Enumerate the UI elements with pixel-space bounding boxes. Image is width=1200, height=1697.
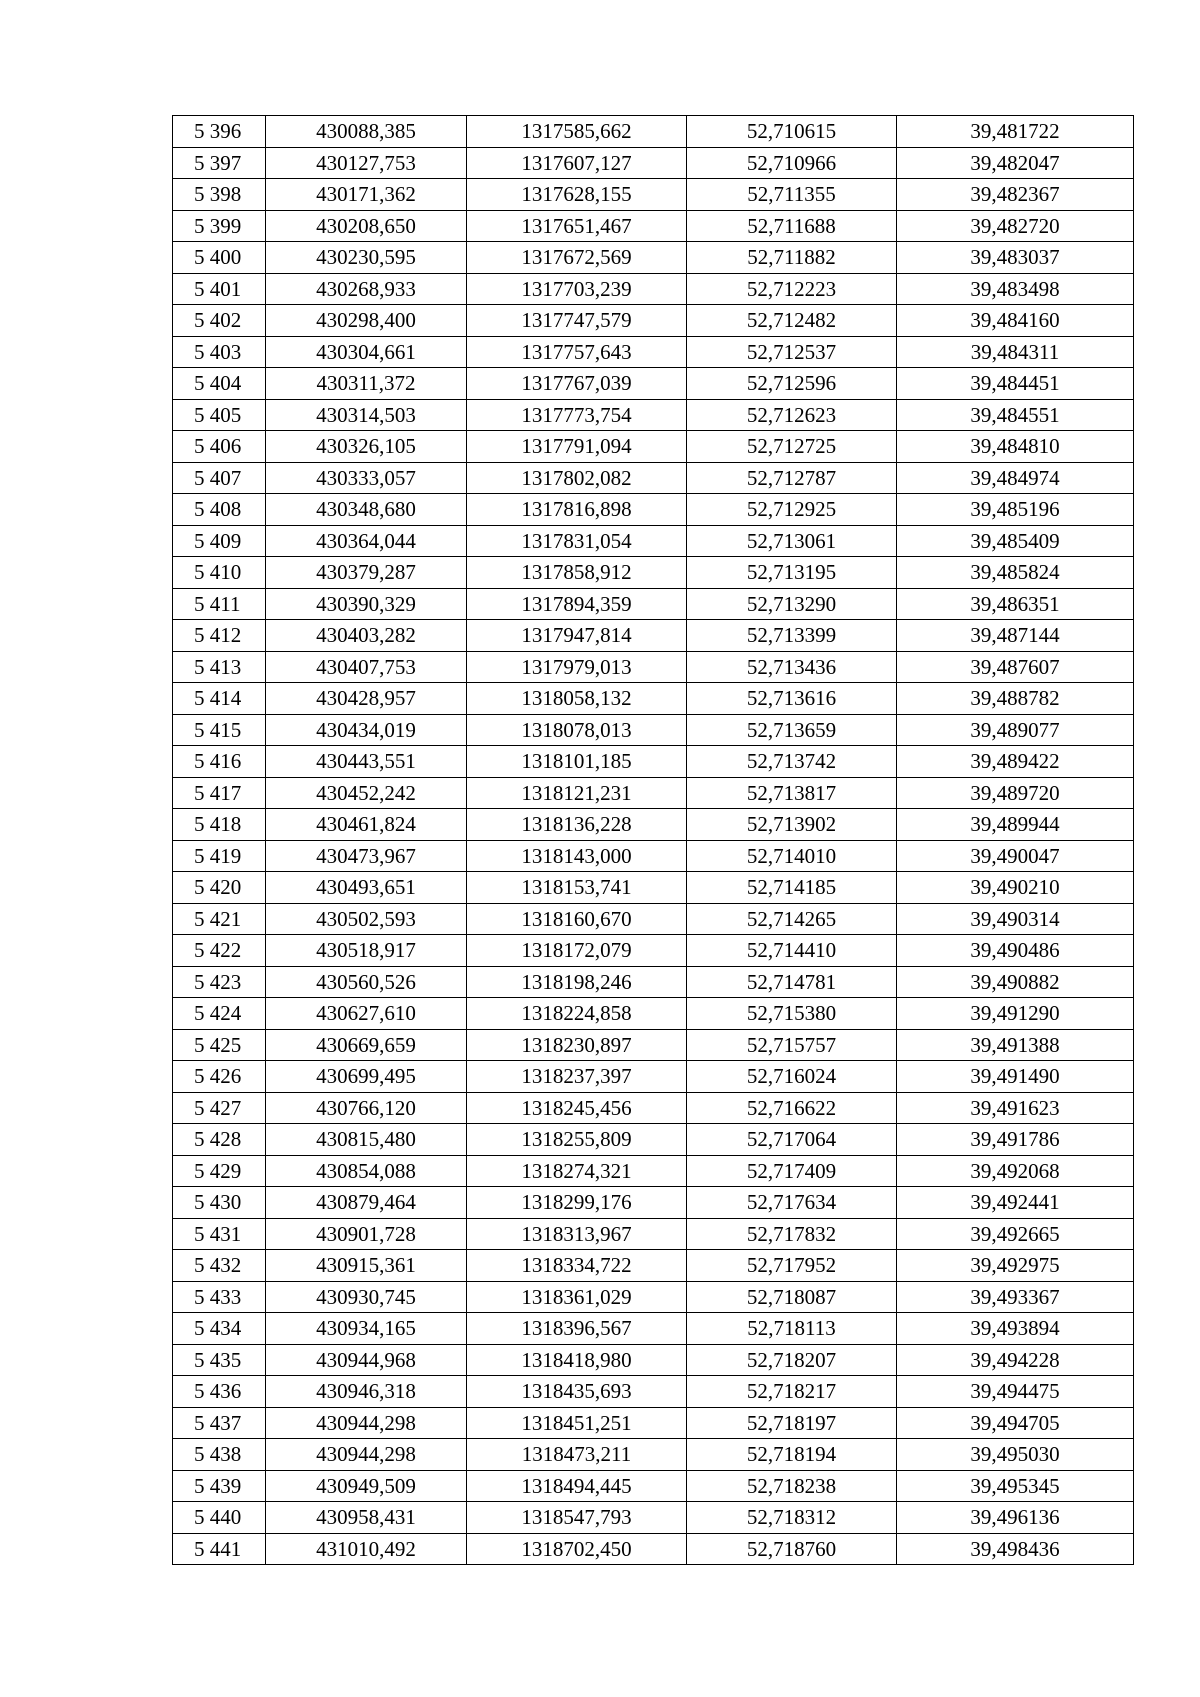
- table-row: [173, 368, 1134, 400]
- table-row: [173, 1533, 1134, 1565]
- y-coordinate-cell: 1317628,155: [467, 179, 687, 211]
- x-coordinate-cell: 430944,968: [266, 1344, 467, 1376]
- table-row: [173, 179, 1134, 211]
- x-coordinate-cell: 430915,361: [266, 1250, 467, 1282]
- table-row: [173, 840, 1134, 872]
- table-row: [173, 336, 1134, 368]
- longitude-cell: 39,482047: [897, 147, 1134, 179]
- table-row: [173, 1250, 1134, 1282]
- longitude-cell: 39,493367: [897, 1281, 1134, 1313]
- latitude-cell: 52,715380: [687, 998, 897, 1030]
- point-number-cell: 5 412: [173, 620, 266, 652]
- table-row: [173, 777, 1134, 809]
- latitude-cell: 52,712787: [687, 462, 897, 494]
- point-number-cell: 5 408: [173, 494, 266, 526]
- y-coordinate-cell: 1318153,741: [467, 872, 687, 904]
- table-row: [173, 147, 1134, 179]
- longitude-cell: 39,490882: [897, 966, 1134, 998]
- x-coordinate-cell: 430434,019: [266, 714, 467, 746]
- y-coordinate-cell: 1317757,643: [467, 336, 687, 368]
- latitude-cell: 52,718217: [687, 1376, 897, 1408]
- point-number-cell: 5 427: [173, 1092, 266, 1124]
- longitude-cell: 39,484974: [897, 462, 1134, 494]
- table-row: [173, 588, 1134, 620]
- table-row: [173, 1029, 1134, 1061]
- table-row: [173, 557, 1134, 589]
- x-coordinate-cell: 430348,680: [266, 494, 467, 526]
- table-row: [173, 1313, 1134, 1345]
- table-row: [173, 1061, 1134, 1093]
- y-coordinate-cell: 1317651,467: [467, 210, 687, 242]
- longitude-cell: 39,496136: [897, 1502, 1134, 1534]
- x-coordinate-cell: 430699,495: [266, 1061, 467, 1093]
- x-coordinate-cell: 430901,728: [266, 1218, 467, 1250]
- point-number-cell: 5 430: [173, 1187, 266, 1219]
- point-number-cell: 5 398: [173, 179, 266, 211]
- point-number-cell: 5 425: [173, 1029, 266, 1061]
- latitude-cell: 52,712596: [687, 368, 897, 400]
- longitude-cell: 39,484451: [897, 368, 1134, 400]
- latitude-cell: 52,713290: [687, 588, 897, 620]
- point-number-cell: 5 399: [173, 210, 266, 242]
- latitude-cell: 52,714781: [687, 966, 897, 998]
- point-number-cell: 5 432: [173, 1250, 266, 1282]
- longitude-cell: 39,489422: [897, 746, 1134, 778]
- latitude-cell: 52,710966: [687, 147, 897, 179]
- x-coordinate-cell: 430298,400: [266, 305, 467, 337]
- x-coordinate-cell: 430944,298: [266, 1439, 467, 1471]
- longitude-cell: 39,484160: [897, 305, 1134, 337]
- y-coordinate-cell: 1317831,054: [467, 525, 687, 557]
- latitude-cell: 52,712725: [687, 431, 897, 463]
- latitude-cell: 52,715757: [687, 1029, 897, 1061]
- x-coordinate-cell: 430407,753: [266, 651, 467, 683]
- y-coordinate-cell: 1317816,898: [467, 494, 687, 526]
- latitude-cell: 52,714185: [687, 872, 897, 904]
- table-row: [173, 1155, 1134, 1187]
- point-number-cell: 5 417: [173, 777, 266, 809]
- longitude-cell: 39,482367: [897, 179, 1134, 211]
- x-coordinate-cell: 430333,057: [266, 462, 467, 494]
- y-coordinate-cell: 1318494,445: [467, 1470, 687, 1502]
- latitude-cell: 52,717409: [687, 1155, 897, 1187]
- table-row: [173, 273, 1134, 305]
- longitude-cell: 39,487607: [897, 651, 1134, 683]
- x-coordinate-cell: 430854,088: [266, 1155, 467, 1187]
- longitude-cell: 39,485409: [897, 525, 1134, 557]
- y-coordinate-cell: 1317773,754: [467, 399, 687, 431]
- y-coordinate-cell: 1317858,912: [467, 557, 687, 589]
- x-coordinate-cell: 430560,526: [266, 966, 467, 998]
- x-coordinate-cell: 430379,287: [266, 557, 467, 589]
- y-coordinate-cell: 1318396,567: [467, 1313, 687, 1345]
- x-coordinate-cell: 430669,659: [266, 1029, 467, 1061]
- table-row: [173, 1470, 1134, 1502]
- table-row: [173, 1124, 1134, 1156]
- table-row: [173, 525, 1134, 557]
- y-coordinate-cell: 1318334,722: [467, 1250, 687, 1282]
- table-row: [173, 872, 1134, 904]
- table-row: [173, 746, 1134, 778]
- y-coordinate-cell: 1317672,569: [467, 242, 687, 274]
- longitude-cell: 39,489720: [897, 777, 1134, 809]
- point-number-cell: 5 415: [173, 714, 266, 746]
- y-coordinate-cell: 1318230,897: [467, 1029, 687, 1061]
- latitude-cell: 52,718197: [687, 1407, 897, 1439]
- x-coordinate-cell: 430934,165: [266, 1313, 467, 1345]
- y-coordinate-cell: 1318121,231: [467, 777, 687, 809]
- longitude-cell: 39,487144: [897, 620, 1134, 652]
- longitude-cell: 39,494228: [897, 1344, 1134, 1376]
- point-number-cell: 5 402: [173, 305, 266, 337]
- point-number-cell: 5 416: [173, 746, 266, 778]
- longitude-cell: 39,492665: [897, 1218, 1134, 1250]
- latitude-cell: 52,713399: [687, 620, 897, 652]
- table-row: [173, 431, 1134, 463]
- longitude-cell: 39,491290: [897, 998, 1134, 1030]
- x-coordinate-cell: 430493,651: [266, 872, 467, 904]
- x-coordinate-cell: 430461,824: [266, 809, 467, 841]
- x-coordinate-cell: 430815,480: [266, 1124, 467, 1156]
- y-coordinate-cell: 1318702,450: [467, 1533, 687, 1565]
- longitude-cell: 39,490486: [897, 935, 1134, 967]
- x-coordinate-cell: 430473,967: [266, 840, 467, 872]
- latitude-cell: 52,714010: [687, 840, 897, 872]
- table-row: [173, 651, 1134, 683]
- y-coordinate-cell: 1318547,793: [467, 1502, 687, 1534]
- y-coordinate-cell: 1317791,094: [467, 431, 687, 463]
- point-number-cell: 5 423: [173, 966, 266, 998]
- point-number-cell: 5 424: [173, 998, 266, 1030]
- longitude-cell: 39,482720: [897, 210, 1134, 242]
- x-coordinate-cell: 430949,509: [266, 1470, 467, 1502]
- y-coordinate-cell: 1317979,013: [467, 651, 687, 683]
- point-number-cell: 5 418: [173, 809, 266, 841]
- latitude-cell: 52,713195: [687, 557, 897, 589]
- point-number-cell: 5 433: [173, 1281, 266, 1313]
- x-coordinate-cell: 430946,318: [266, 1376, 467, 1408]
- x-coordinate-cell: 430364,044: [266, 525, 467, 557]
- table-row: [173, 620, 1134, 652]
- point-number-cell: 5 431: [173, 1218, 266, 1250]
- table-row: [173, 1502, 1134, 1534]
- longitude-cell: 39,498436: [897, 1533, 1134, 1565]
- latitude-cell: 52,718194: [687, 1439, 897, 1471]
- point-number-cell: 5 435: [173, 1344, 266, 1376]
- y-coordinate-cell: 1318078,013: [467, 714, 687, 746]
- longitude-cell: 39,494705: [897, 1407, 1134, 1439]
- x-coordinate-cell: 430314,503: [266, 399, 467, 431]
- x-coordinate-cell: 430930,745: [266, 1281, 467, 1313]
- point-number-cell: 5 411: [173, 588, 266, 620]
- table-row: [173, 116, 1134, 148]
- latitude-cell: 52,712223: [687, 273, 897, 305]
- point-number-cell: 5 428: [173, 1124, 266, 1156]
- point-number-cell: 5 426: [173, 1061, 266, 1093]
- y-coordinate-cell: 1318143,000: [467, 840, 687, 872]
- table-row: [173, 1344, 1134, 1376]
- x-coordinate-cell: 430944,298: [266, 1407, 467, 1439]
- longitude-cell: 39,486351: [897, 588, 1134, 620]
- latitude-cell: 52,713061: [687, 525, 897, 557]
- y-coordinate-cell: 1317703,239: [467, 273, 687, 305]
- y-coordinate-cell: 1318418,980: [467, 1344, 687, 1376]
- longitude-cell: 39,489077: [897, 714, 1134, 746]
- table-row: [173, 1187, 1134, 1219]
- y-coordinate-cell: 1317767,039: [467, 368, 687, 400]
- point-number-cell: 5 410: [173, 557, 266, 589]
- point-number-cell: 5 436: [173, 1376, 266, 1408]
- y-coordinate-cell: 1318198,246: [467, 966, 687, 998]
- latitude-cell: 52,716622: [687, 1092, 897, 1124]
- latitude-cell: 52,713742: [687, 746, 897, 778]
- table-row: [173, 1218, 1134, 1250]
- table-row: [173, 462, 1134, 494]
- point-number-cell: 5 437: [173, 1407, 266, 1439]
- table-row: [173, 305, 1134, 337]
- point-number-cell: 5 421: [173, 903, 266, 935]
- latitude-cell: 52,717952: [687, 1250, 897, 1282]
- x-coordinate-cell: 430127,753: [266, 147, 467, 179]
- table-row: [173, 1407, 1134, 1439]
- longitude-cell: 39,492975: [897, 1250, 1134, 1282]
- coordinate-table: [172, 115, 1134, 1565]
- point-number-cell: 5 409: [173, 525, 266, 557]
- latitude-cell: 52,714265: [687, 903, 897, 935]
- longitude-cell: 39,490047: [897, 840, 1134, 872]
- latitude-cell: 52,717634: [687, 1187, 897, 1219]
- table-row: [173, 966, 1134, 998]
- y-coordinate-cell: 1317947,814: [467, 620, 687, 652]
- y-coordinate-cell: 1318160,670: [467, 903, 687, 935]
- longitude-cell: 39,491388: [897, 1029, 1134, 1061]
- table-row: [173, 903, 1134, 935]
- table-row: [173, 399, 1134, 431]
- longitude-cell: 39,484551: [897, 399, 1134, 431]
- y-coordinate-cell: 1318237,397: [467, 1061, 687, 1093]
- point-number-cell: 5 438: [173, 1439, 266, 1471]
- x-coordinate-cell: 430443,551: [266, 746, 467, 778]
- x-coordinate-cell: 430304,661: [266, 336, 467, 368]
- point-number-cell: 5 441: [173, 1533, 266, 1565]
- point-number-cell: 5 406: [173, 431, 266, 463]
- x-coordinate-cell: 430502,593: [266, 903, 467, 935]
- y-coordinate-cell: 1318101,185: [467, 746, 687, 778]
- longitude-cell: 39,494475: [897, 1376, 1134, 1408]
- y-coordinate-cell: 1318313,967: [467, 1218, 687, 1250]
- latitude-cell: 52,712925: [687, 494, 897, 526]
- latitude-cell: 52,718207: [687, 1344, 897, 1376]
- latitude-cell: 52,717064: [687, 1124, 897, 1156]
- point-number-cell: 5 422: [173, 935, 266, 967]
- longitude-cell: 39,490314: [897, 903, 1134, 935]
- table-row: [173, 935, 1134, 967]
- x-coordinate-cell: 430879,464: [266, 1187, 467, 1219]
- y-coordinate-cell: 1318058,132: [467, 683, 687, 715]
- longitude-cell: 39,490210: [897, 872, 1134, 904]
- latitude-cell: 52,713436: [687, 651, 897, 683]
- table-row: [173, 494, 1134, 526]
- longitude-cell: 39,495345: [897, 1470, 1134, 1502]
- y-coordinate-cell: 1317747,579: [467, 305, 687, 337]
- y-coordinate-cell: 1318435,693: [467, 1376, 687, 1408]
- point-number-cell: 5 413: [173, 651, 266, 683]
- table-row: [173, 210, 1134, 242]
- point-number-cell: 5 439: [173, 1470, 266, 1502]
- latitude-cell: 52,712623: [687, 399, 897, 431]
- y-coordinate-cell: 1317607,127: [467, 147, 687, 179]
- x-coordinate-cell: 430627,610: [266, 998, 467, 1030]
- x-coordinate-cell: 430403,282: [266, 620, 467, 652]
- latitude-cell: 52,718312: [687, 1502, 897, 1534]
- y-coordinate-cell: 1318274,321: [467, 1155, 687, 1187]
- y-coordinate-cell: 1318224,858: [467, 998, 687, 1030]
- longitude-cell: 39,488782: [897, 683, 1134, 715]
- latitude-cell: 52,717832: [687, 1218, 897, 1250]
- x-coordinate-cell: 430311,372: [266, 368, 467, 400]
- x-coordinate-cell: 430518,917: [266, 935, 467, 967]
- longitude-cell: 39,491490: [897, 1061, 1134, 1093]
- table-row: [173, 1092, 1134, 1124]
- point-number-cell: 5 414: [173, 683, 266, 715]
- table-row: [173, 1376, 1134, 1408]
- point-number-cell: 5 396: [173, 116, 266, 148]
- latitude-cell: 52,713902: [687, 809, 897, 841]
- x-coordinate-cell: 430208,650: [266, 210, 467, 242]
- latitude-cell: 52,711355: [687, 179, 897, 211]
- longitude-cell: 39,481722: [897, 116, 1134, 148]
- x-coordinate-cell: 430958,431: [266, 1502, 467, 1534]
- table-row: [173, 809, 1134, 841]
- longitude-cell: 39,483037: [897, 242, 1134, 274]
- latitude-cell: 52,713659: [687, 714, 897, 746]
- longitude-cell: 39,491623: [897, 1092, 1134, 1124]
- longitude-cell: 39,492441: [897, 1187, 1134, 1219]
- y-coordinate-cell: 1318255,809: [467, 1124, 687, 1156]
- y-coordinate-cell: 1318361,029: [467, 1281, 687, 1313]
- latitude-cell: 52,718113: [687, 1313, 897, 1345]
- longitude-cell: 39,495030: [897, 1439, 1134, 1471]
- point-number-cell: 5 407: [173, 462, 266, 494]
- latitude-cell: 52,713817: [687, 777, 897, 809]
- x-coordinate-cell: 430390,329: [266, 588, 467, 620]
- longitude-cell: 39,484311: [897, 336, 1134, 368]
- point-number-cell: 5 419: [173, 840, 266, 872]
- latitude-cell: 52,718238: [687, 1470, 897, 1502]
- latitude-cell: 52,711882: [687, 242, 897, 274]
- x-coordinate-cell: 430766,120: [266, 1092, 467, 1124]
- x-coordinate-cell: 430452,242: [266, 777, 467, 809]
- table-row: [173, 242, 1134, 274]
- y-coordinate-cell: 1318136,228: [467, 809, 687, 841]
- point-number-cell: 5 400: [173, 242, 266, 274]
- table-row: [173, 1439, 1134, 1471]
- y-coordinate-cell: 1318451,251: [467, 1407, 687, 1439]
- longitude-cell: 39,489944: [897, 809, 1134, 841]
- point-number-cell: 5 401: [173, 273, 266, 305]
- x-coordinate-cell: 430268,933: [266, 273, 467, 305]
- table-row: [173, 998, 1134, 1030]
- y-coordinate-cell: 1317802,082: [467, 462, 687, 494]
- table-row: [173, 1281, 1134, 1313]
- latitude-cell: 52,714410: [687, 935, 897, 967]
- longitude-cell: 39,485196: [897, 494, 1134, 526]
- x-coordinate-cell: 430230,595: [266, 242, 467, 274]
- point-number-cell: 5 420: [173, 872, 266, 904]
- longitude-cell: 39,492068: [897, 1155, 1134, 1187]
- y-coordinate-cell: 1318172,079: [467, 935, 687, 967]
- x-coordinate-cell: 430088,385: [266, 116, 467, 148]
- latitude-cell: 52,716024: [687, 1061, 897, 1093]
- longitude-cell: 39,483498: [897, 273, 1134, 305]
- y-coordinate-cell: 1318473,211: [467, 1439, 687, 1471]
- point-number-cell: 5 397: [173, 147, 266, 179]
- point-number-cell: 5 434: [173, 1313, 266, 1345]
- longitude-cell: 39,491786: [897, 1124, 1134, 1156]
- longitude-cell: 39,485824: [897, 557, 1134, 589]
- y-coordinate-cell: 1318299,176: [467, 1187, 687, 1219]
- latitude-cell: 52,718087: [687, 1281, 897, 1313]
- latitude-cell: 52,712482: [687, 305, 897, 337]
- point-number-cell: 5 429: [173, 1155, 266, 1187]
- x-coordinate-cell: 431010,492: [266, 1533, 467, 1565]
- point-number-cell: 5 404: [173, 368, 266, 400]
- y-coordinate-cell: 1318245,456: [467, 1092, 687, 1124]
- x-coordinate-cell: 430428,957: [266, 683, 467, 715]
- y-coordinate-cell: 1317585,662: [467, 116, 687, 148]
- latitude-cell: 52,710615: [687, 116, 897, 148]
- point-number-cell: 5 405: [173, 399, 266, 431]
- latitude-cell: 52,718760: [687, 1533, 897, 1565]
- y-coordinate-cell: 1317894,359: [467, 588, 687, 620]
- latitude-cell: 52,713616: [687, 683, 897, 715]
- longitude-cell: 39,484810: [897, 431, 1134, 463]
- latitude-cell: 52,712537: [687, 336, 897, 368]
- point-number-cell: 5 440: [173, 1502, 266, 1534]
- longitude-cell: 39,493894: [897, 1313, 1134, 1345]
- coordinate-table-body: [173, 116, 1134, 1565]
- x-coordinate-cell: 430171,362: [266, 179, 467, 211]
- table-row: [173, 714, 1134, 746]
- x-coordinate-cell: 430326,105: [266, 431, 467, 463]
- table-row: [173, 683, 1134, 715]
- latitude-cell: 52,711688: [687, 210, 897, 242]
- point-number-cell: 5 403: [173, 336, 266, 368]
